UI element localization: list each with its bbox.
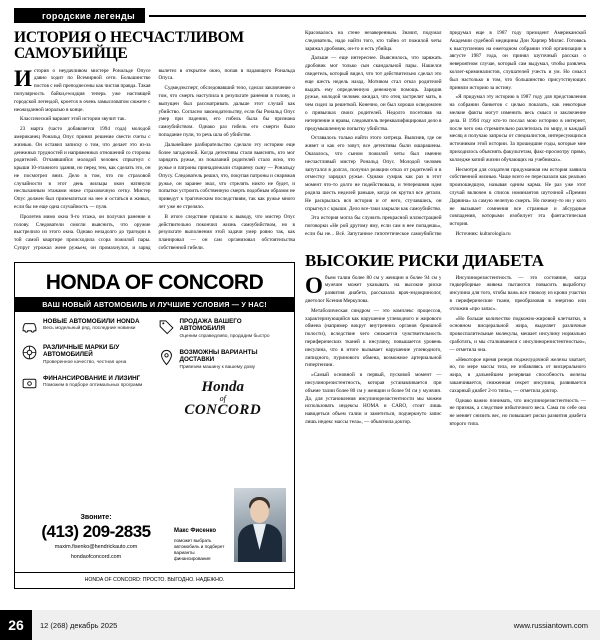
- left-article-body: [14, 65, 295, 254]
- tag-icon: [158, 318, 175, 335]
- wheel-icon: [21, 344, 38, 361]
- honda-logo-line2: CONCORD: [184, 402, 262, 419]
- paragraph: Оставалось только найти этого хитреца. Выяснив, где он живет и как его зовут, все детективы были ошарашены. Оказалось, что сыном пожилой четы был именно несчастливый мистер Рональд Опус. Молодой человек запутался в долгах, получил реакции отказ от родителей и в отместку зарядил ружье. Однако сумрак как раз в этот момент что-то долго не подействовала, и теперешняя идея родила шесть неделей раньше, когда он крутил все детали. Не раскрылась вся история и от него, стучавшись, он спрыгнул с крыши. Дело все-таки закрыли как самоубийство.: [305, 135, 442, 212]
- category-bar-block: [14, 8, 36, 23]
- ad-contact-block[interactable]: [21, 514, 171, 562]
- ad-title: HONDA OF CONCORD: [45, 270, 264, 294]
- honda-logo: [158, 380, 289, 418]
- location-icon: [158, 349, 175, 366]
- ad-feature-desc: Поможем в подборе оптимальных программ: [43, 383, 143, 389]
- ad-feature: [21, 344, 152, 366]
- ad-feature-text: [43, 318, 140, 335]
- ad-feature-title: ФИНАНСИРОВАНИЕ И ЛИЗИНГ: [43, 374, 141, 382]
- ad-feature: [158, 318, 289, 340]
- ad-feature-title: РАЗЛИЧНЫЕ МАРКИ Б/У АВТОМОБИЛЕЙ: [43, 343, 120, 359]
- ad-person-desc: поможет выбрать автомобиль и подберет варианты финансирования: [174, 537, 225, 561]
- paragraph: «Некоторое время резерв поджелудочной железы хватает, но, по мере массы тела, не избавляясь от висцерального жира, в дальнейшем резервная способность железы заканчивается, сниженная секрет инсулина, развивается сахарный диабет 2-го типа», — отметила доктор.: [449, 356, 586, 394]
- ad-feature-desc: Оценим справедливо, продадим быстро: [179, 333, 270, 339]
- ad-footer-tagline: HONDA OF CONCORD: ПРОСТО. ВЫГОДНО. НАДЕЖНО.: [15, 572, 294, 588]
- paragraph: Дальнейшее разбирательство сделало эту историю еще более загадочной. Когда детективы стали выяснять, кто мог зарядить ружье, из показаний родителей стало ясно, что ружье и патроны принадлежали старшему сыну — Рональду Опусу. Следователь решил, что, покупая патроны и снаряжая ружье, он заранее знал, что стрелять никто не будет, и попытки устроить собственную смерть подобным образом не приведут к трагическим последствиям, так как ружье много лет уже не стреляло.: [158, 141, 295, 211]
- ad-call-label: Звоните:: [80, 514, 112, 522]
- paragraph: История о неудачливом мистере Рональде Опусе давно ходит по Всемирной сети. Большинство постов с ней преподнесены как чистая правда. Такая популярность байки,ewидция теперь уже настоящей городской легендой, кроется в очень замысловатом сюжете с неожиданной моралью в конце.: [14, 65, 151, 113]
- ad-feature-text: [180, 318, 289, 340]
- left-article-headline: ИСТОРИЯ О НЕСЧАСТЛИВОМ САМОУБИЙЦЕ: [14, 29, 244, 63]
- ad-person-name: Макс Фисенко: [174, 528, 217, 535]
- ad-feature-title: НОВЫЕ АВТОМОБИЛИ HONDA: [43, 317, 140, 325]
- website-url[interactable]: www.russiantown.com: [513, 620, 588, 630]
- paragraph: Эта история могла бы служить прекрасной иллюстрацией поговорки «Не рой другому яму, если сам в нее попадешь», если бы не... Всё. Запутанное гипотетическое самоубийство придумал еще в 1987 году президент Американской Академии судебной медицины Дон Харпер Милис. Готовясь к выступлению на ежегодном собрании этой организации в августе 1987 года, он принял шуточный рассказ о невероятном случае, который сам выдумал, чтобы развлечь коллег-криминалистов, слушателей учесть и ум. Но смысл был настолько в том, что большинство присутствующих приняли историю за истину.: [305, 30, 586, 237]
- right-article-headline: ВЫСОКИЕ РИСКИ ДИАБЕТА: [305, 250, 544, 270]
- paragraph: Пролетев мимо окна 9-го этажа, он получил ранение в голову. Следователи смогли выяснить, что оружие выстрелило из этого окна. Однако незадолго до трагедии в той самой квартире происходила ссора пожилой пары. Супруг угрожал жене ружьем, он промахнулся, и заряд вылетел в открытое окно, попав в падающего Рональда Опуса.: [14, 67, 295, 252]
- paragraph: «Самый основной и первый, пусковой момент — инсулинорезистентность, которая устанавливается при объеме талии более 80 см у женщин и более 94 см у мужчин. Да, для установления инсулинорезистентности мы можем использовать индексы HOMA и CARO, стоит лишь навидеться объем талии и заметиться, подчеркнуто запис лишь индекс массы тела», — объяснила доктор.: [305, 372, 442, 425]
- issue-info: 12 (268) декабрь 2025: [40, 620, 118, 630]
- paragraph: 23 марта (часто добавляется 1994 года) молодой американец Рональд Опус принял решение свести счеты с жизнью. Он оставил записку о том, что делает это из-за денежных трудностей и напряженных отношений со стороны родителей. Отчаявшийся молодой человек спрыгнул с крыши 10-этажного здания, но перед тем, как сделать это, он не посмотрел вниз. Дело в том, что по страховой случайности в этот день жильцы окон натянули неслыханным этажами ниже страховочную сетку. Мистер Опус должен был приземлиться на нее и остаться в живых, если бы не еще одна случайность — пуля.: [14, 126, 151, 211]
- page-number: 26: [0, 610, 32, 640]
- ad-phone-number[interactable]: (413) 209-2835: [41, 522, 151, 542]
- content-columns: [14, 30, 586, 615]
- ad-feature-title: ВОЗМОЖНЫ ВАРИАНТЫ ДОСТАВКИ: [179, 348, 258, 364]
- ad-feature-desc: Весь модельный ряд, последние новинки: [43, 326, 136, 332]
- ad-subtitle: ВАШ НОВЫЙ АВТОМОБИЛЬ И ЛУЧШИЕ УСЛОВИЯ — У НАС!: [15, 297, 294, 312]
- paragraph: Инсулинорезистентность — это состояние, когда гидкерборные живека пытаются повысить выработку инсулина для того, чтобы важь все глюкозу из крови участки в периферические ткани, преобразовав в энергию или отложив «про запас».: [449, 274, 586, 312]
- ad-features-right: [158, 318, 289, 418]
- paragraph: Источник: kulturologia.ru: [455, 230, 511, 237]
- right-column: [305, 30, 586, 615]
- left-article-continuation: [305, 30, 586, 240]
- paragraph: «Я придумал эту историю в 1987 году для представления на собрании банкетов с целью показать, как некоторые мелкие факты могут изменить весь смысл и заключение дела. В 1994 году кто-то послал мою историю в интернет, после чего она стремительно разлетелась по миру, и каждый месяц я получаю запросы от специалистов, интересующихся источником этой истории. За прошедшие годы, которые мне приходилось объяснять факультетам, факс-просмотру прямо, колледже копий жизни обучающих на учебниках».: [449, 94, 586, 163]
- category-label: городские легенды: [36, 8, 145, 23]
- ad-features-left: [21, 318, 152, 418]
- paragraph: Однако важно понимать, что инсулинорезистентность — не признак, а следствие избыточного веса. Сама по себе она не меняет снизить вес, но повышает риски развития диабета второго типа.: [449, 397, 586, 427]
- finance-icon: [21, 375, 38, 392]
- paragraph: Объем талии более 80 см у женщин и более 94 см у мужчин может указывать на высокие риски развития диабета, рассказала врач-эндокринолог, диетолог Ксения Меркулова.: [305, 272, 442, 304]
- ad-email[interactable]: maxim.fisenko@hendrickauto.com: [54, 544, 138, 551]
- paragraph: Судмедэксперт, обследовавший тело, сделал заключение о том, что смерть наступила в результате ранения в голову, и выпущен был рассматривать дальше этот случай как убийство. Согласно законодательству, если бы Рональд Опус умер при падении, его гибель была бы признана самоубийством. Однако раз гибель его смерти было попадание пули, то речь шла об убийстве.: [158, 85, 295, 138]
- advertisement-honda-of-concord[interactable]: [14, 262, 295, 589]
- ad-website[interactable]: hondaofconcord.com: [70, 554, 122, 561]
- paragraph: Дальше — еще интереснее. Выяснилось, что заряжать дробовик мог только сын скандальной пары. Нашелся свидетель, который видел, что тот действительно сделал это еще шесть недель назад. Мотивом стал отказ родителей выдать ему определенную денежную помощь. Зарядив ружье, молодой человек ожидал, что отец застрелит мать, в чем сидел за решеткой. Конечно, он был хорошо осведомлен о привычках своих родителей. Недолго посетовав на нетерпение и нравы, следователь переквалифицировал дело в предумышленную попытку убийства.: [305, 55, 442, 132]
- page-footer: [0, 610, 600, 640]
- ad-feature: [158, 349, 289, 371]
- ad-feature-text: [43, 344, 152, 366]
- ad-person-info: [174, 528, 230, 562]
- honda-logo-of: of: [219, 394, 226, 404]
- ad-feature: [21, 375, 152, 392]
- ad-feature-text: [180, 349, 289, 371]
- category-rule: [149, 8, 586, 17]
- category-bar: [14, 8, 586, 23]
- paragraph: Метаболическая синдром — это комплекс процессов, характеризующийся как нарушение углеводного и жирового обмена (например вокруг внутренних органов брюшной полости), вследствие чего снижается чувствительность периферических тканей к инсулину, повышается уровень инсулина, что в итоге вызывает нарушение углеводного, липидного, пуринового обмена, возможное артериальной гипертензии.: [305, 307, 442, 369]
- ad-features: [15, 312, 294, 418]
- paragraph: Несмотря для создателя придуманная им история заявила собственной жизнью. Чаще всего ее пересказали как реально произошедшую, называя одним карма. Не раз уже этот случай включен в список номинантов шуточной «Премии Дарвина» за самую нелепую смерть. Но почему-то ни у кого не вызывает сомнения все странные и абсурдные совпадения, которыми изобилует эта фантастическая история.: [449, 166, 586, 228]
- ad-feature-desc: Привезем машину к вашему дому: [179, 365, 256, 371]
- ad-feature-title: ПРОДАЖА ВАШЕГО АВТОМОБИЛЯ: [179, 317, 242, 333]
- right-article-body: [305, 272, 586, 430]
- ad-feature: [21, 318, 152, 335]
- photo-head: [250, 500, 269, 523]
- honda-logo-line1: Honda: [201, 379, 244, 396]
- paragraph: Классический вариант этой истории звучит так.: [20, 116, 126, 123]
- ad-sales-person: [174, 488, 286, 562]
- ad-feature-desc: Проверенное качество, честная цена: [43, 359, 127, 365]
- paragraph: Красовалось на стене незаверенным. Значит, подумал следователь, надо найти того, кто тайно от пожилой четы заряжал дробовик, он-то и есть убийца.: [305, 30, 442, 52]
- ad-feature-text: [43, 375, 142, 392]
- ad-person-photo: [234, 488, 286, 562]
- left-column: [14, 30, 295, 615]
- paragraph: В итоге следствие пришло к выводу, что мистер Опус действительно покончил жизнь самоубийством, но в результате выполнения этой задачи умер ровно так, как планировал — он сам организовал обстоятельства собственной гибели.: [158, 213, 295, 252]
- paragraph: «Но больше количество подкожно-жировой клетчатки, в основном висцеральной жира, выделяет различные провоспалительные молекулы, мешает инсулину нормально сработать, и мы сталкиваемся с инсулинорезистентностью», — отметила она.: [449, 315, 586, 353]
- car-icon: [21, 318, 38, 335]
